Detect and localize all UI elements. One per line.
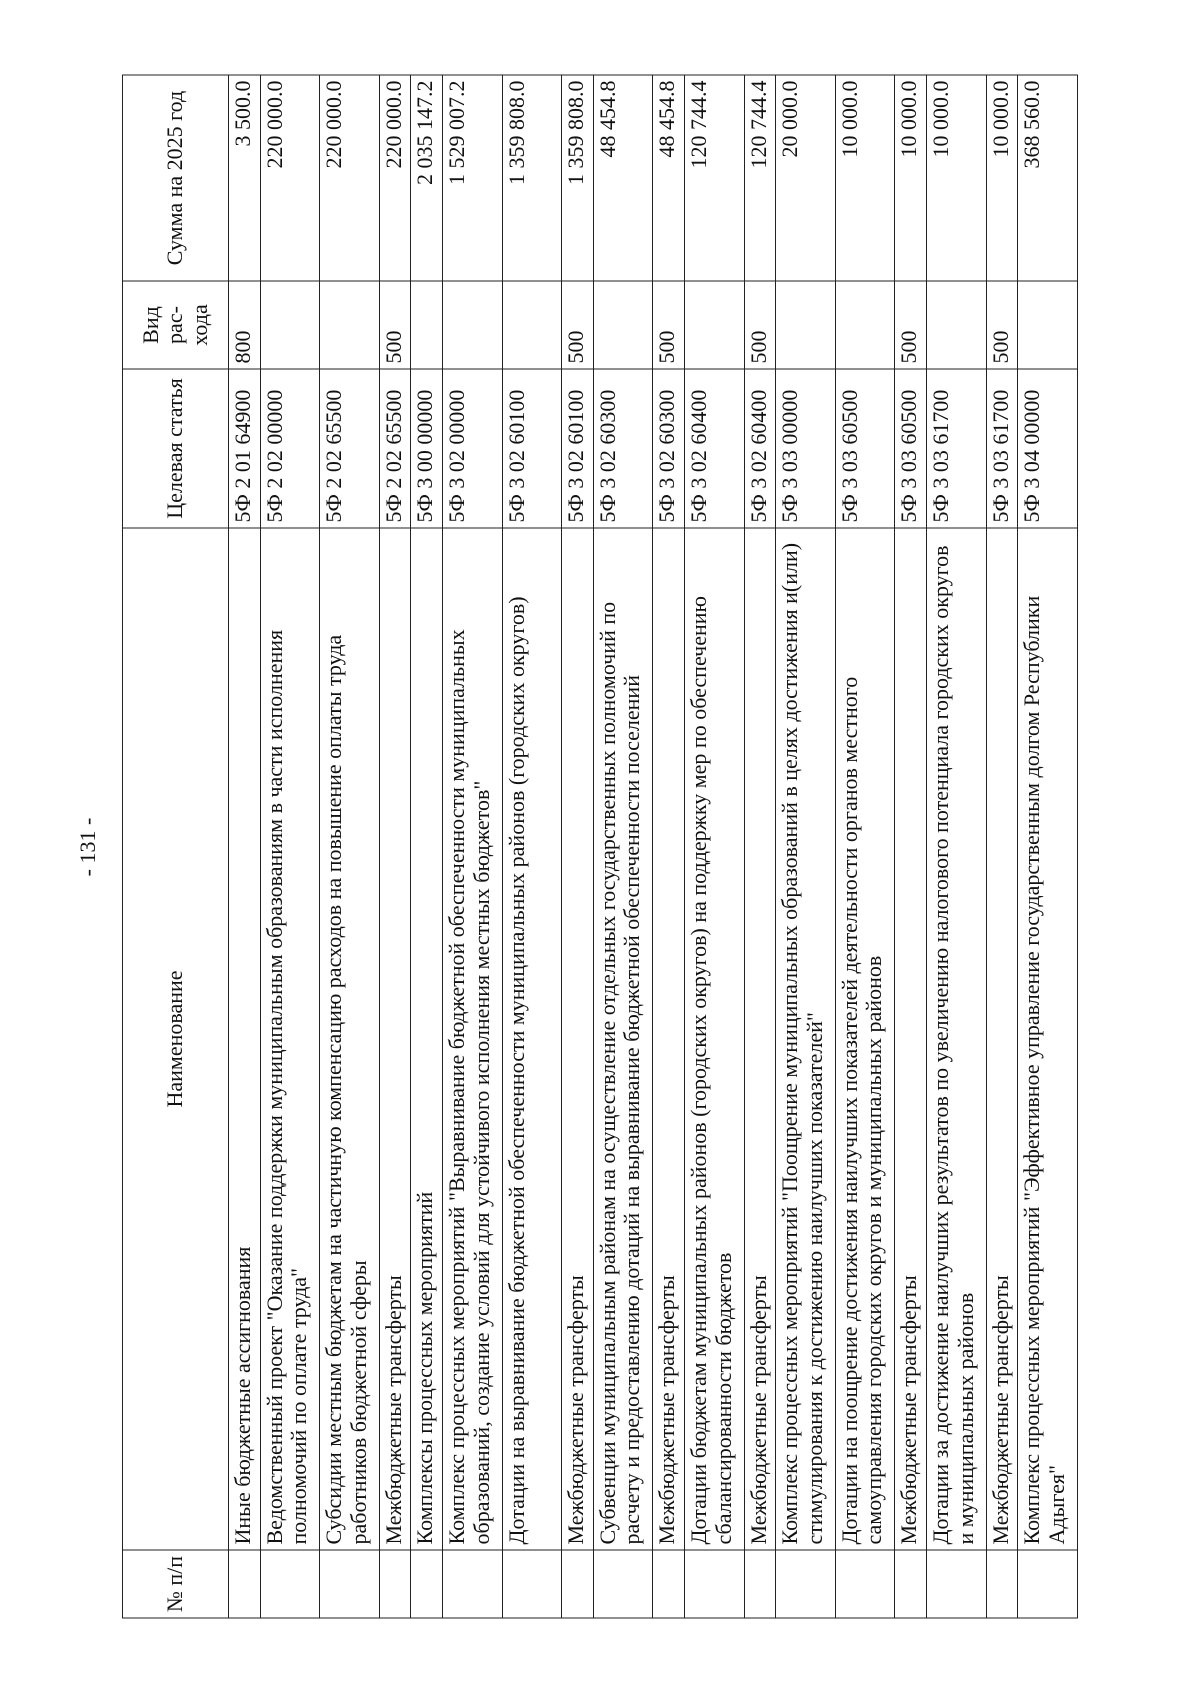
table-row [562,75,594,1618]
row-expense-type [835,281,895,369]
row-expense-type [776,281,836,369]
row-sum: 3 500.0 [229,75,261,281]
table-row [442,75,502,1618]
table-row [776,75,836,1618]
row-sum: 10 000.0 [895,75,927,281]
row-name: Межбюджетные трансферты [379,528,411,1550]
row-target-article: 5Ф 3 02 60300 [653,369,685,528]
row-sum: 10 000.0 [926,75,986,281]
row-sum: 2 035 147.2 [411,75,443,281]
row-expense-type [926,281,986,369]
row-expense-type: 500 [986,281,1018,369]
row-expense-type: 800 [229,281,261,369]
table-row [895,75,927,1618]
row-sum: 220 000.0 [379,75,411,281]
row-number [320,1550,380,1618]
row-number [593,1550,653,1618]
row-target-article: 5Ф 3 03 60500 [895,369,927,528]
row-name: Комплекс процессных мероприятий "Выравнивание бюджетной обеспеченности муниципальных образований, создание условий для устойчивого исполнения местных бюджетов" [442,528,502,1550]
table-row [926,75,986,1618]
row-expense-type [442,281,502,369]
row-expense-type: 500 [653,281,685,369]
row-expense-type [320,281,380,369]
row-number [986,1550,1018,1618]
header-sum-2025: Сумма на 2025 год [123,75,229,281]
row-name: Дотации на выравнивание бюджетной обеспеченности муниципальных районов (городских округов) [502,528,562,1550]
row-sum: 220 000.0 [320,75,380,281]
row-number [744,1550,776,1618]
row-sum: 1 359 808.0 [502,75,562,281]
row-number [379,1550,411,1618]
row-name: Субсидии местным бюджетам на частичную компенсацию расходов на повышение оплаты труда работников бюджетной сферы [320,528,380,1550]
row-expense-type [684,281,744,369]
row-target-article: 5Ф 3 03 61700 [986,369,1018,528]
table-row [229,75,261,1618]
row-name: Межбюджетные трансферты [653,528,685,1550]
row-target-article: 5Ф 3 03 60500 [835,369,895,528]
row-expense-type [260,281,320,369]
row-target-article: 5Ф 3 02 00000 [442,369,502,528]
row-number [895,1550,927,1618]
row-name: Комплекс процессных мероприятий "Поощрение муниципальных образований в целях достижения и(или) стимулирования к достижению наилучших показателей" [776,528,836,1550]
row-sum: 120 744.4 [684,75,744,281]
table-row [986,75,1018,1618]
row-number [926,1550,986,1618]
row-number [502,1550,562,1618]
table-row [1018,75,1078,1618]
row-sum: 10 000.0 [986,75,1018,281]
row-expense-type: 500 [744,281,776,369]
row-expense-type [502,281,562,369]
page-number: - 131 - [75,817,100,877]
row-name: Ведомственный проект "Оказание поддержки муниципальным образованиям в части исполнения полномочий по оплате труда" [260,528,320,1550]
table-header-row [123,75,229,1618]
row-number [229,1550,261,1618]
header-target-article: Целевая статья [123,369,229,528]
row-target-article: 5Ф 3 02 60300 [593,369,653,528]
header-name: Наименование [123,528,229,1550]
row-sum: 120 744.4 [744,75,776,281]
row-expense-type [593,281,653,369]
row-name: Субвенции муниципальным районам на осуществление отдельных государственных полномочий по расчету и предоставлению дотаций на выравнивание бюджетной обеспеченности поселений [593,528,653,1550]
row-number [1018,1550,1078,1618]
row-sum: 48 454.8 [653,75,685,281]
row-name: Дотации на поощрение достижения наилучших показателей деятельности органов местного самоуправления городских округов и муниципальных районов [835,528,895,1550]
row-target-article: 5Ф 3 04 00000 [1018,369,1078,528]
header-number: № п/п [123,1550,229,1618]
row-target-article: 5Ф 3 02 60400 [684,369,744,528]
row-number [653,1550,685,1618]
row-name: Межбюджетные трансферты [744,528,776,1550]
table-row [653,75,685,1618]
row-target-article: 5Ф 3 03 61700 [926,369,986,528]
row-expense-type [411,281,443,369]
row-target-article: 5Ф 2 01 64900 [229,369,261,528]
header-expense-type: Вид рас-хода [123,281,229,369]
row-name: Комплекс процессных мероприятий "Эффективное управление государственным долгом Республики Адыгея" [1018,528,1078,1550]
row-name: Дотации бюджетам муниципальных районов (городских округов) на поддержку мер по обеспечению сбалансированности бюджетов [684,528,744,1550]
row-sum: 20 000.0 [776,75,836,281]
row-target-article: 5Ф 3 02 60400 [744,369,776,528]
row-target-article: 5Ф 3 00 00000 [411,369,443,528]
row-sum: 220 000.0 [260,75,320,281]
row-target-article: 5Ф 2 02 65500 [320,369,380,528]
table-row [684,75,744,1618]
row-number [684,1550,744,1618]
table-row [379,75,411,1618]
row-name: Межбюджетные трансферты [986,528,1018,1550]
row-name: Межбюджетные трансферты [895,528,927,1550]
table-row [502,75,562,1618]
row-name: Межбюджетные трансферты [562,528,594,1550]
row-target-article: 5Ф 2 02 65500 [379,369,411,528]
row-number [835,1550,895,1618]
row-name: Иные бюджетные ассигнования [229,528,261,1550]
row-target-article: 5Ф 3 02 60100 [562,369,594,528]
row-sum: 368 560.0 [1018,75,1078,281]
row-expense-type: 500 [379,281,411,369]
row-name: Комплексы процессных мероприятий [411,528,443,1550]
row-sum: 1 529 007.2 [442,75,502,281]
row-number [442,1550,502,1618]
row-sum: 1 359 808.0 [562,75,594,281]
row-target-article: 5Ф 3 02 60100 [502,369,562,528]
table-row [744,75,776,1618]
table-row [320,75,380,1618]
table-row [835,75,895,1618]
table-body [229,75,1078,1618]
rotated-table-wrapper [122,76,1078,1619]
row-number [562,1550,594,1618]
row-sum: 10 000.0 [835,75,895,281]
row-number [260,1550,320,1618]
budget-table [122,75,1078,1619]
table-row [260,75,320,1618]
row-expense-type: 500 [895,281,927,369]
row-target-article: 5Ф 2 02 00000 [260,369,320,528]
row-number [411,1550,443,1618]
row-expense-type [1018,281,1078,369]
row-sum: 48 454.8 [593,75,653,281]
row-number [776,1550,836,1618]
table-row [411,75,443,1618]
table-row [593,75,653,1618]
row-name: Дотации за достижение наилучших результатов по увеличению налогового потенциала городских округов и муниципальных районов [926,528,986,1550]
row-target-article: 5Ф 3 03 00000 [776,369,836,528]
row-expense-type: 500 [562,281,594,369]
